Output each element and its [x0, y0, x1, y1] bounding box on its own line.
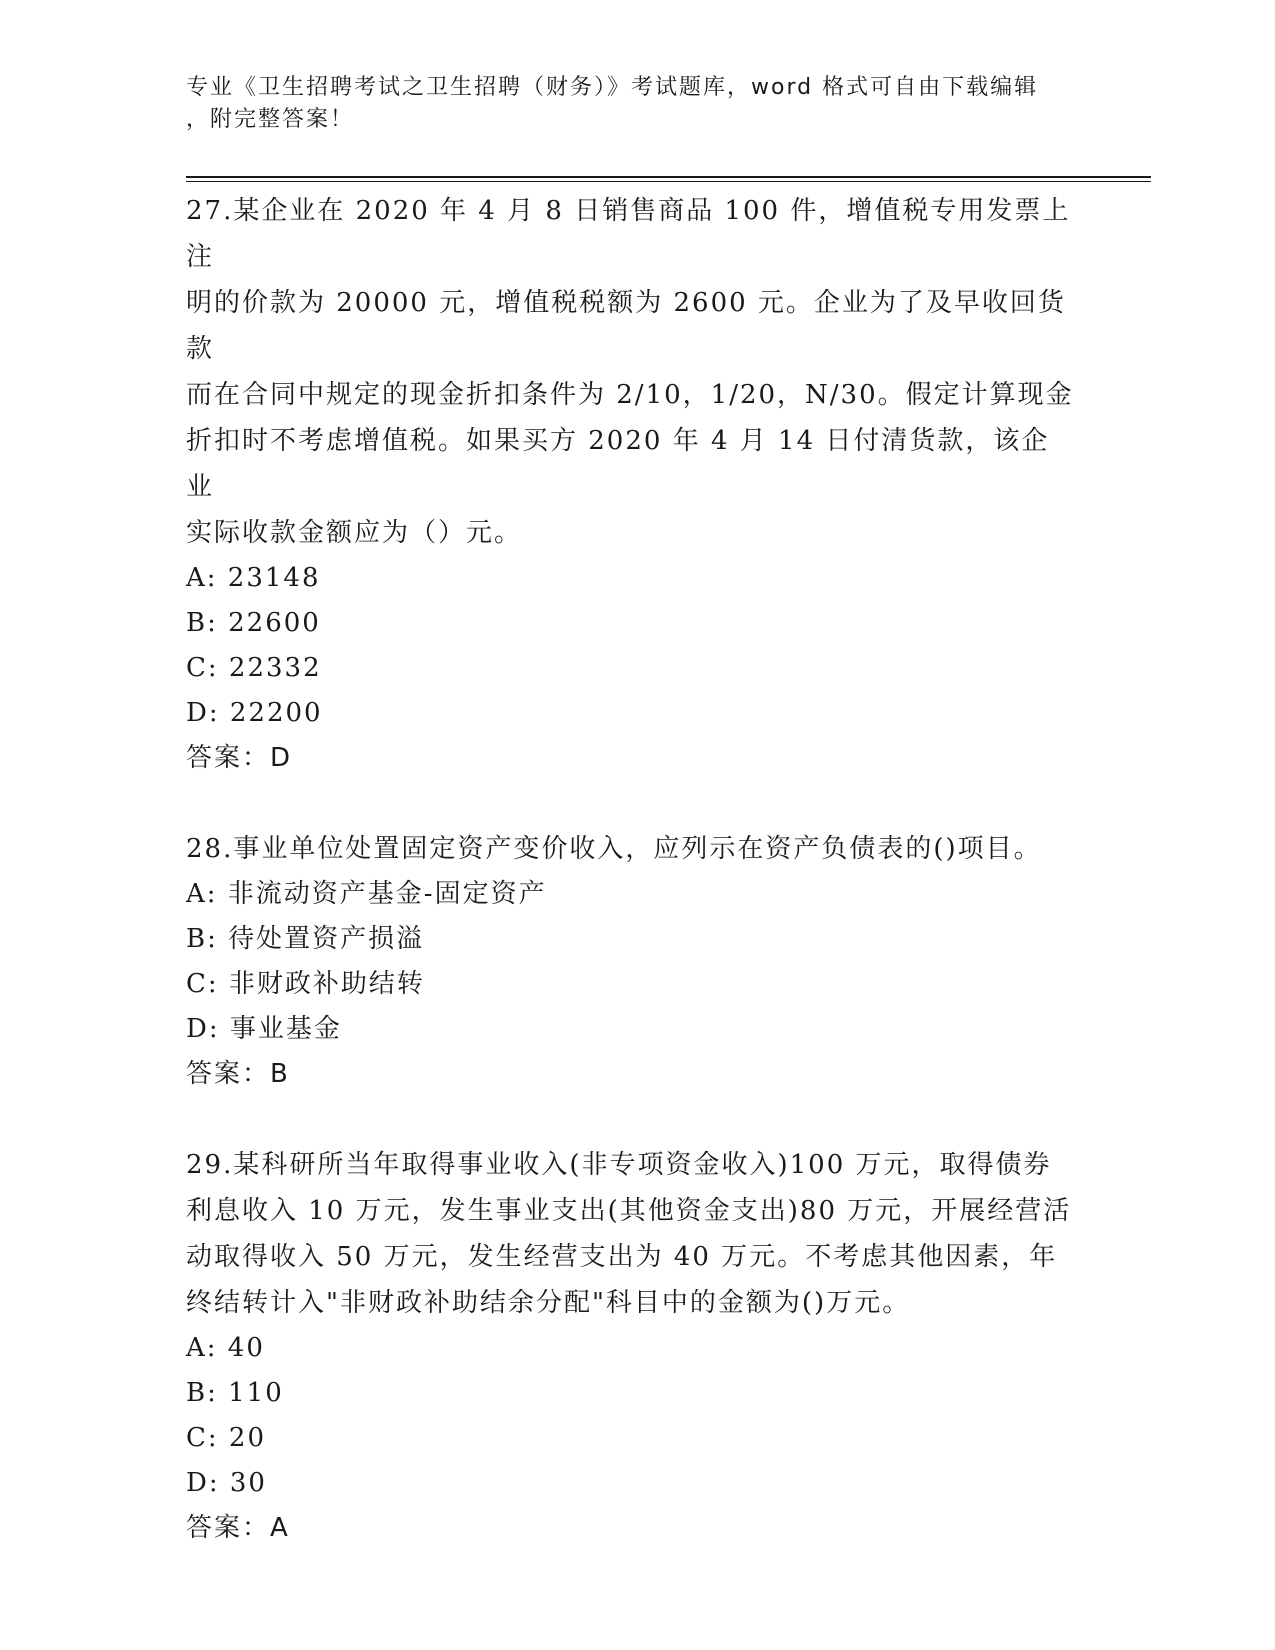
question-27 — [186, 188, 1076, 781]
question-stem-line: 折扣时不考虑增值税。如果买方 2020 年 4 月 14 日付清货款，该企业 — [186, 426, 1050, 502]
option-b: B: 110 — [186, 1378, 284, 1408]
option-d: D: 22200 — [186, 698, 323, 728]
question-stem-line: 27.某企业在 2020 年 4 月 8 日销售商品 100 件，增值税专用发票上注 — [186, 196, 1071, 272]
document-header — [186, 72, 1066, 136]
option-b: B: 待处置资产损溢 — [186, 924, 425, 954]
option-a: A: 23148 — [186, 563, 321, 593]
option-c: C: 20 — [186, 1423, 267, 1453]
option-d: D: 30 — [186, 1468, 267, 1498]
question-stem-line: 实际收款金额应为（）元。 — [186, 518, 523, 548]
header-line-2: ，附完整答案！ — [186, 107, 355, 132]
question-stem-line: 终结转计入"非财政补助结余分配"科目中的金额为()万元。 — [186, 1288, 911, 1318]
option-a: A: 非流动资产基金-固定资产 — [186, 879, 547, 909]
question-stem-line: 28.事业单位处置固定资产变价收入，应列示在资产负债表的()项目。 — [186, 834, 1042, 864]
question-spacer — [186, 781, 1076, 826]
option-c: C: 22332 — [186, 653, 322, 683]
question-stem-line: 而在合同中规定的现金折扣条件为 2/10，1/20，N/30。假定计算现金 — [186, 380, 1074, 410]
option-c: C: 非财政补助结转 — [186, 969, 425, 999]
header-line-1: 专业《卫生招聘考试之卫生招聘（财务）》考试题库，word 格式可自由下载编辑 — [186, 75, 1039, 100]
question-stem-line: 29.某科研所当年取得事业收入(非专项资金收入)100 万元，取得债券 — [186, 1150, 1052, 1180]
answer-line: 答案：D — [186, 743, 293, 773]
option-d: D: 事业基金 — [186, 1014, 342, 1044]
answer-line: 答案：B — [186, 1059, 290, 1089]
option-a: A: 40 — [186, 1333, 265, 1363]
question-spacer — [186, 1097, 1076, 1142]
option-b: B: 22600 — [186, 608, 321, 638]
header-divider-thin — [186, 181, 1151, 182]
question-stem-line: 动取得收入 50 万元，发生经营支出为 40 万元。不考虑其他因素，年 — [186, 1242, 1058, 1272]
answer-line: 答案：A — [186, 1513, 290, 1543]
question-stem-line: 明的价款为 20000 元，增值税税额为 2600 元。企业为了及早收回货款 — [186, 288, 1066, 364]
header-divider-thick — [186, 176, 1151, 178]
question-list — [186, 188, 1076, 1551]
question-29 — [186, 1142, 1076, 1551]
question-stem-line: 利息收入 10 万元，发生事业支出(其他资金支出)80 万元，开展经营活 — [186, 1196, 1072, 1226]
question-28 — [186, 826, 1076, 1097]
